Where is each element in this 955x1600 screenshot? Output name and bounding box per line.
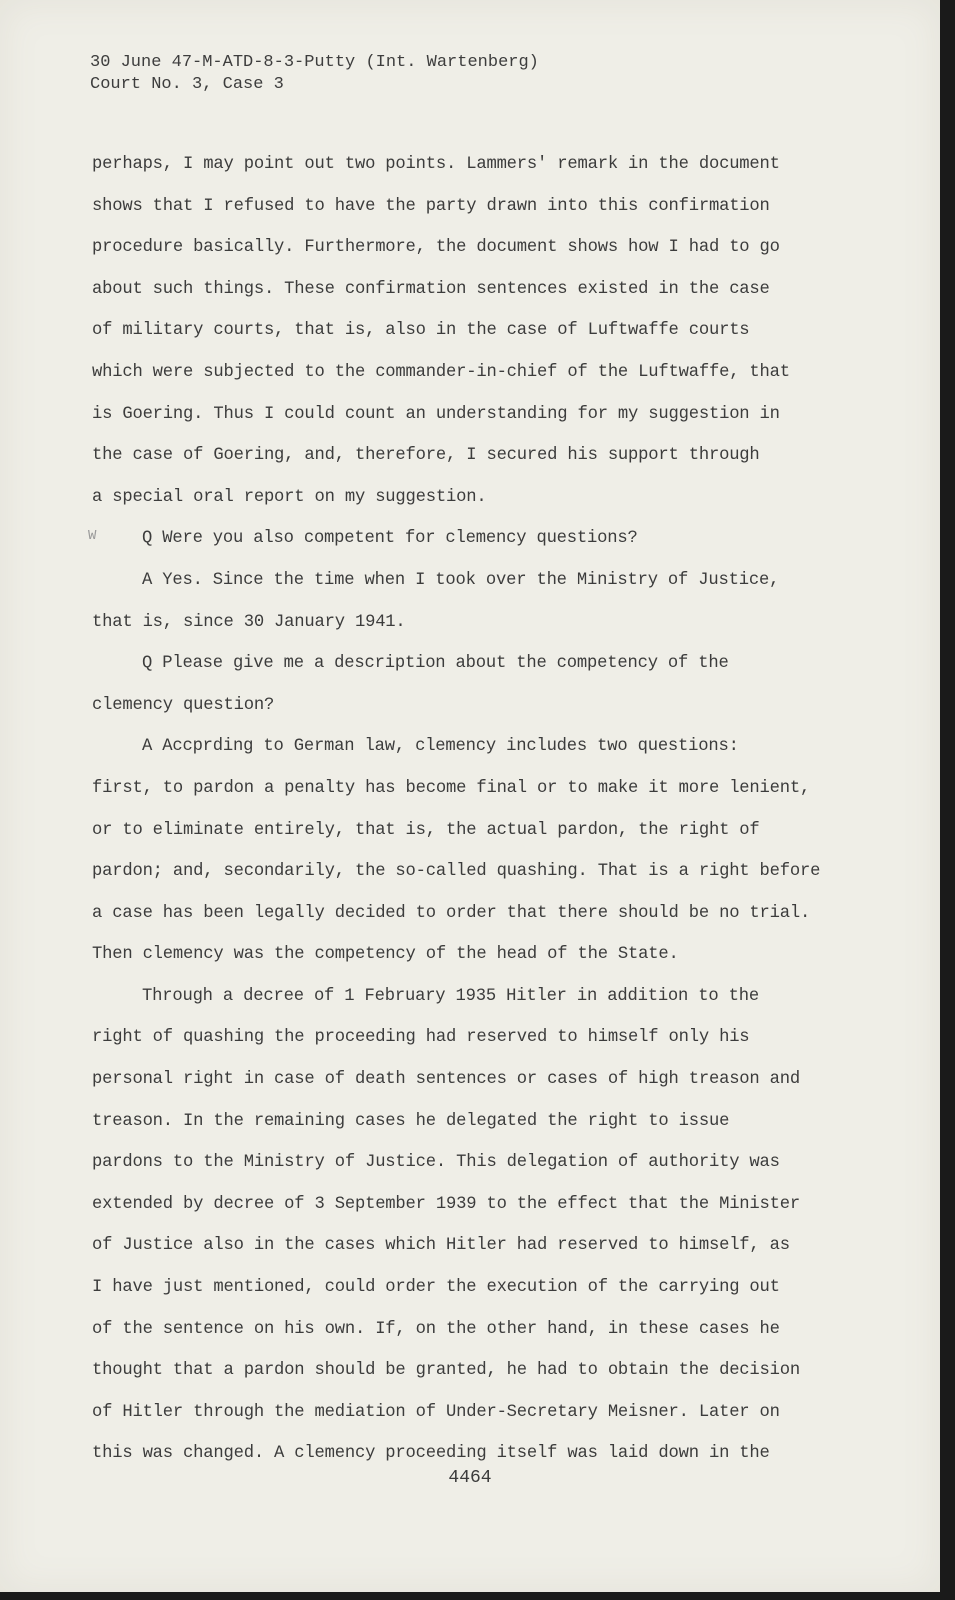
transcript-line: about such things. These confirmation sentences existed in the case [92, 279, 770, 299]
transcript-line: the case of Goering, and, therefore, I secured his support through [92, 446, 760, 466]
transcript-line: clemency question? [92, 695, 275, 715]
transcript-line: a special oral report on my suggestion. [92, 487, 487, 507]
transcript-line: thought that a pardon should be granted, he had to obtain the decision [92, 1361, 800, 1381]
transcript-line: Q Were you also competent for clemency questions? [142, 529, 638, 549]
margin-mark: W [88, 528, 97, 544]
transcript-body [92, 150, 832, 1481]
transcript-line: that is, since 30 January 1941. [92, 612, 406, 632]
transcript-line: perhaps, I may point out two points. Lammers' remark in the document [92, 155, 780, 174]
transcript-line: of the sentence on his own. If, on the other hand, in these cases he [92, 1319, 780, 1339]
header-court-line: Court No. 3, Case 3 [90, 75, 284, 94]
transcript-line: pardons to the Ministry of Justice. This delegation of authority was [92, 1153, 780, 1173]
transcript-line: treason. In the remaining cases he delegated the right to issue [92, 1111, 730, 1131]
transcript-line: personal right in case of death sentences or cases of high treason and [92, 1070, 800, 1090]
transcript-line: Q Please give me a description about the competency of the [142, 654, 729, 674]
transcript-line: Then clemency was the competency of the head of the State. [92, 945, 679, 965]
transcript-line: pardon; and, secondarily, the so-called quashing. That is a right before [92, 862, 821, 882]
transcript-line: is Goering. Thus I could count an understanding for my suggestion in [92, 404, 780, 424]
transcript-line: Through a decree of 1 February 1935 Hitler in addition to the [142, 986, 759, 1006]
transcript-line: or to eliminate entirely, that is, the actual pardon, the right of [92, 820, 760, 840]
transcript-line: first, to pardon a penalty has become final or to make it more lenient, [92, 778, 811, 798]
transcript-line: of military courts, that is, also in the case of Luftwaffe courts [92, 321, 750, 341]
transcript-line: of Justice also in the cases which Hitler had reserved to himself, as [92, 1236, 790, 1256]
transcript-line: this was changed. A clemency proceeding itself was laid down in the [92, 1444, 770, 1464]
header-session-line: 30 June 47-M-ATD-8-3-Putty (Int. Wartenberg) [90, 53, 539, 72]
document-header [90, 52, 539, 96]
transcript-line: A Accprding to German law, clemency includes two questions: [142, 737, 739, 757]
transcript-line: procedure basically. Furthermore, the document shows how I had to go [92, 238, 780, 258]
transcript-line: which were subjected to the commander-in-chief of the Luftwaffe, that [92, 362, 790, 382]
transcript-line: A Yes. Since the time when I took over the Ministry of Justice, [142, 570, 780, 590]
transcript-line: of Hitler through the mediation of Under-Secretary Meisner. Later on [92, 1402, 780, 1422]
page-number: 4464 [448, 1468, 492, 1488]
transcript-line: right of quashing the proceeding had reserved to himself only his [92, 1028, 750, 1048]
transcript-line: extended by decree of 3 September 1939 to the effect that the Minister [92, 1194, 800, 1214]
transcript-line: a case has been legally decided to order that there should be no trial. [92, 903, 811, 923]
transcript-line: shows that I refused to have the party drawn into this confirmation [92, 196, 770, 216]
transcript-line: I have just mentioned, could order the execution of the carrying out [92, 1278, 780, 1298]
